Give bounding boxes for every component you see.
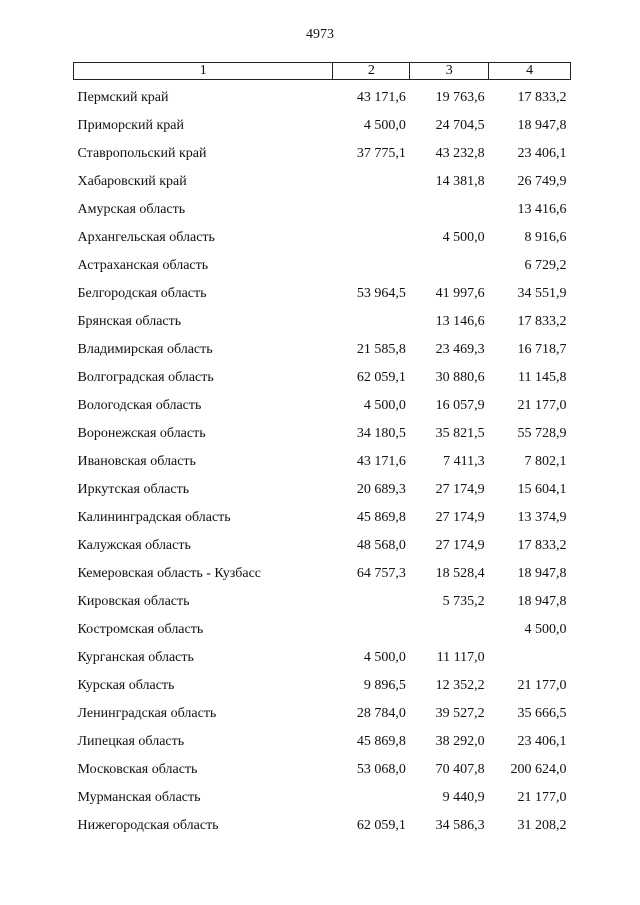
value-cell-col-4: 21 177,0 (517, 790, 567, 805)
region-name: Калининградская область (77, 510, 231, 525)
value-cell-col-2: 53 068,0 (356, 762, 406, 777)
column-header-4: 4 (489, 63, 571, 80)
value-cell-col-3: 19 763,6 (435, 90, 485, 105)
table-row (74, 644, 571, 672)
value-cell-col-2: 62 059,1 (356, 370, 406, 385)
value-cell-col-4: 4 500,0 (524, 622, 567, 637)
value-cell-col-2: 43 171,6 (356, 454, 406, 469)
value-cell-col-4: 21 177,0 (517, 678, 567, 693)
table-row (74, 700, 571, 728)
value-cell-col-2 (333, 224, 410, 252)
table-row (74, 80, 571, 113)
value-cell-col-4: 17 833,2 (517, 538, 567, 553)
value-cell-col-3: 27 174,9 (435, 510, 485, 525)
table-row (74, 756, 571, 784)
table-row (74, 364, 571, 392)
region-name: Архангельская область (77, 230, 215, 245)
table-row (74, 308, 571, 336)
value-cell-col-4: 31 208,2 (517, 818, 567, 833)
value-cell-col-2 (333, 252, 410, 280)
column-header-1: 1 (74, 63, 333, 80)
region-name: Ленинградская область (77, 706, 217, 721)
region-name: Астраханская область (77, 258, 209, 273)
value-cell-col-2: 9 896,5 (363, 678, 406, 693)
value-cell-col-3: 35 821,5 (435, 426, 485, 441)
table-row (74, 112, 571, 140)
value-cell-col-4: 55 728,9 (517, 426, 567, 441)
value-cell-col-3: 30 880,6 (435, 370, 485, 385)
value-cell-col-3 (410, 616, 489, 644)
value-cell-col-2 (333, 616, 410, 644)
region-name: Приморский край (77, 118, 184, 133)
table-row (74, 616, 571, 644)
value-cell-col-4: 11 145,8 (518, 370, 567, 385)
region-name: Кировская область (77, 594, 190, 609)
value-cell-col-4 (489, 644, 571, 672)
value-cell-col-2 (333, 784, 410, 812)
value-cell-col-3: 38 292,0 (435, 734, 485, 749)
value-cell-col-3: 34 586,3 (435, 818, 485, 833)
value-cell-col-2: 20 689,3 (356, 482, 406, 497)
value-cell-col-4: 18 947,8 (517, 118, 567, 133)
value-cell-col-3: 13 146,6 (435, 314, 485, 329)
table-row (74, 728, 571, 756)
value-cell-col-4: 35 666,5 (517, 706, 567, 721)
region-name: Пермский край (77, 90, 169, 105)
table-row (74, 588, 571, 616)
value-cell-col-2: 43 171,6 (356, 90, 406, 105)
value-cell-col-4: 21 177,0 (517, 398, 567, 413)
value-cell-col-3: 41 997,6 (435, 286, 485, 301)
value-cell-col-3: 39 527,2 (435, 706, 485, 721)
value-cell-col-2: 48 568,0 (356, 538, 406, 553)
region-name: Кемеровская область - Кузбасс (77, 566, 262, 581)
table-row (74, 672, 571, 700)
region-name: Хабаровский край (77, 174, 187, 189)
value-cell-col-3: 11 117,0 (436, 650, 485, 665)
table-row (74, 420, 571, 448)
region-name: Владимирская область (77, 342, 213, 357)
table-row (74, 392, 571, 420)
value-cell-col-4: 13 374,9 (517, 510, 567, 525)
value-cell-col-3: 14 381,8 (435, 174, 485, 189)
table-body (74, 80, 571, 841)
column-header-3: 3 (410, 63, 489, 80)
value-cell-col-4: 26 749,9 (517, 174, 567, 189)
table-row (74, 252, 571, 280)
value-cell-col-4: 6 729,2 (524, 258, 567, 273)
region-name: Брянская область (77, 314, 182, 329)
table-row (74, 448, 571, 476)
value-cell-col-2: 45 869,8 (356, 734, 406, 749)
value-cell-col-4: 18 947,8 (517, 594, 567, 609)
region-name: Ивановская область (77, 454, 196, 469)
column-header-2: 2 (333, 63, 410, 80)
table-row (74, 336, 571, 364)
table-row (74, 224, 571, 252)
header-row (74, 63, 571, 80)
region-name: Нижегородская область (77, 818, 219, 833)
value-cell-col-4: 17 833,2 (517, 314, 567, 329)
value-cell-col-3: 16 057,9 (435, 398, 485, 413)
value-cell-col-4: 18 947,8 (517, 566, 567, 581)
value-cell-col-2 (333, 196, 410, 224)
value-cell-col-2 (333, 308, 410, 336)
value-cell-col-2: 62 059,1 (356, 818, 406, 833)
value-cell-col-2: 64 757,3 (356, 566, 406, 581)
value-cell-col-3: 12 352,2 (435, 678, 485, 693)
value-cell-col-4: 7 802,1 (524, 454, 567, 469)
table-row (74, 504, 571, 532)
value-cell-col-3: 70 407,8 (435, 762, 485, 777)
table-row (74, 560, 571, 588)
value-cell-col-2: 21 585,8 (356, 342, 406, 357)
value-cell-col-4: 34 551,9 (517, 286, 567, 301)
value-cell-col-2: 45 869,8 (356, 510, 406, 525)
value-cell-col-4: 17 833,2 (517, 90, 567, 105)
value-cell-col-2: 34 180,5 (356, 426, 406, 441)
page-number: 4973 (306, 27, 334, 42)
value-cell-col-3: 27 174,9 (435, 482, 485, 497)
region-name: Калужская область (77, 538, 191, 553)
value-cell-col-3 (410, 252, 489, 280)
value-cell-col-4: 200 624,0 (510, 762, 567, 777)
value-cell-col-2 (333, 588, 410, 616)
value-cell-col-2: 4 500,0 (363, 650, 406, 665)
table-row (74, 280, 571, 308)
region-name: Амурская область (77, 202, 186, 217)
table-row (74, 784, 571, 812)
region-name: Воронежская область (77, 426, 206, 441)
value-cell-col-3: 4 500,0 (442, 230, 485, 245)
value-cell-col-2: 4 500,0 (363, 398, 406, 413)
value-cell-col-4: 23 406,1 (517, 146, 567, 161)
table-row (74, 140, 571, 168)
value-cell-col-4: 16 718,7 (517, 342, 567, 357)
data-table (73, 62, 571, 840)
value-cell-col-2 (333, 168, 410, 196)
value-cell-col-3: 24 704,5 (435, 118, 485, 133)
table-row (74, 168, 571, 196)
region-name: Курганская область (77, 650, 194, 665)
value-cell-col-3: 9 440,9 (442, 790, 485, 805)
value-cell-col-2: 4 500,0 (363, 118, 406, 133)
table-row (74, 532, 571, 560)
region-name: Белгородская область (77, 286, 207, 301)
value-cell-col-2: 28 784,0 (356, 706, 406, 721)
table-row (74, 476, 571, 504)
value-cell-col-3: 23 469,3 (435, 342, 485, 357)
region-name: Курская область (77, 678, 175, 693)
value-cell-col-3: 5 735,2 (442, 594, 485, 609)
table-row (74, 196, 571, 224)
region-name: Ставропольский край (77, 146, 207, 161)
region-name: Иркутская область (77, 482, 190, 497)
value-cell-col-3: 7 411,3 (443, 454, 485, 469)
table-row (74, 812, 571, 840)
value-cell-col-4: 13 416,6 (517, 202, 567, 217)
region-name: Вологодская область (77, 398, 202, 413)
value-cell-col-4: 8 916,6 (524, 230, 567, 245)
value-cell-col-3 (410, 196, 489, 224)
value-cell-col-2: 37 775,1 (356, 146, 406, 161)
value-cell-col-2: 53 964,5 (356, 286, 406, 301)
table-header (74, 63, 571, 80)
region-name: Волгоградская область (77, 370, 214, 385)
value-cell-col-4: 15 604,1 (517, 482, 567, 497)
value-cell-col-4: 23 406,1 (517, 734, 567, 749)
region-name: Московская область (77, 762, 198, 777)
value-cell-col-3: 43 232,8 (435, 146, 485, 161)
region-name: Липецкая область (77, 734, 185, 749)
value-cell-col-3: 18 528,4 (435, 566, 485, 581)
region-name: Костромская область (77, 622, 204, 637)
region-name: Мурманская область (77, 790, 201, 805)
value-cell-col-3: 27 174,9 (435, 538, 485, 553)
